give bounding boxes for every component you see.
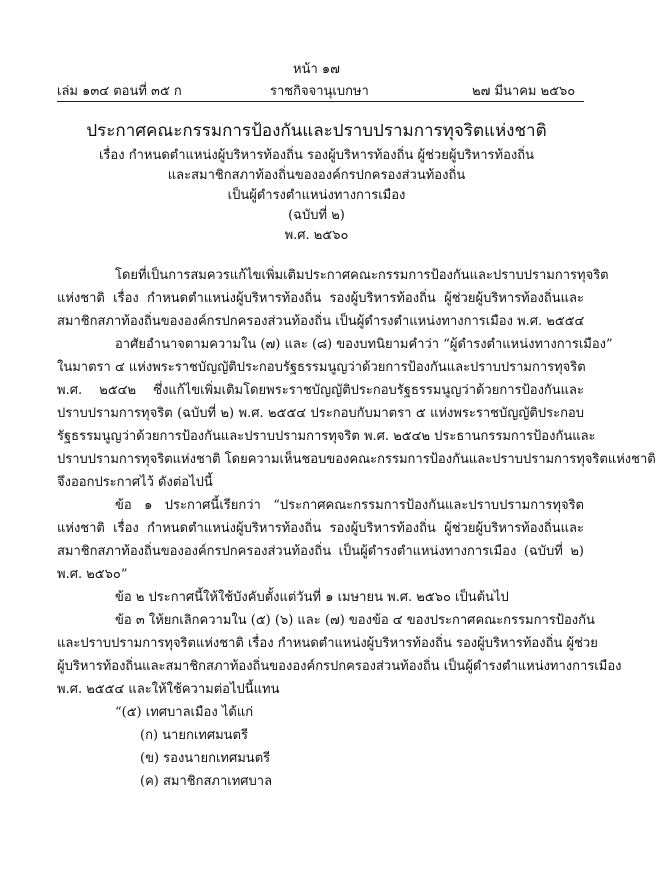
subject-line-2: และสมาชิกสภาท้องถิ่นขององค์กรปกครองส่วนท้องถิ่น bbox=[167, 168, 466, 183]
clause-1-line-3: สมาชิกสภาท้องถิ่นขององค์กรปกครองส่วนท้องถิ่น เป็นผู้ดำรงตำแหน่งทางการเมือง (ฉบับที่ ๒) bbox=[57, 544, 584, 559]
edition-number: (ฉบับที่ ๒) bbox=[288, 208, 345, 223]
document-title: ประกาศคณะกรรมการป้องกันและปราบปรามการทุจริตแห่งชาติ bbox=[86, 121, 547, 141]
clause-3-line-4: พ.ศ. ๒๕๕๔ และให้ใช้ความต่อไปนี้แทน bbox=[57, 682, 280, 697]
clause-1-line-2: แห่งชาติ เรื่อง กำหนดตำแหน่งผู้บริหารท้องถิ่น รองผู้บริหารท้องถิ่น ผู้ช่วยผู้บริหารท้องถิ่นและ bbox=[57, 521, 584, 536]
gazette-name: ราชกิจจานุเบกษา bbox=[270, 84, 369, 99]
clause-1-line-4: พ.ศ. ๒๕๖๐” bbox=[57, 567, 128, 582]
paragraph-2-line-4: ปราบปรามการทุจริต (ฉบับที่ ๒) พ.ศ. ๒๕๕๔ ประกอบกับมาตรา ๕ แห่งพระราชบัญญัติประกอบ bbox=[57, 406, 584, 421]
title-year: พ.ศ. ๒๕๖๐ bbox=[284, 228, 349, 243]
clause-2-line-1: ข้อ ๒ ประกาศนี้ให้ใช้บังคับตั้งแต่วันที่ ๑ เมษายน พ.ศ. ๒๕๖๐ เป็นต้นไป bbox=[115, 590, 509, 605]
header-rule bbox=[57, 101, 584, 102]
paragraph-1-line-2: แห่งชาติ เรื่อง กำหนดตำแหน่งผู้บริหารท้องถิ่น รองผู้บริหารท้องถิ่น ผู้ช่วยผู้บริหารท้องถิ่นและ bbox=[57, 291, 584, 306]
publication-date: ๒๗ มีนาคม ๒๕๖๐ bbox=[472, 84, 576, 99]
subject-line-1: เรื่อง กำหนดตำแหน่งผู้บริหารท้องถิ่น รองผู้บริหารท้องถิ่น ผู้ช่วยผู้บริหารท้องถิ่น bbox=[98, 148, 535, 163]
item-5-heading: “(๕) เทศบาลเมือง ได้แก่ bbox=[115, 705, 254, 720]
clause-3-line-1: ข้อ ๓ ให้ยกเลิกความใน (๕) (๖) และ (๗) ของข้อ ๔ ของประกาศคณะกรรมการป้องกัน bbox=[115, 613, 595, 628]
paragraph-1-line-1: โดยที่เป็นการสมควรแก้ไขเพิ่มเติมประกาศคณะกรรมการป้องกันและปราบปรามการทุจริต bbox=[115, 268, 609, 283]
clause-3-line-2: และปราบปรามการทุจริตแห่งชาติ เรื่อง กำหนดตำแหน่งผู้บริหารท้องถิ่น รองผู้บริหารท้องถิ่น ผู้ช่วย bbox=[57, 636, 598, 651]
paragraph-2-line-2: ในมาตรา ๔ แห่งพระราชบัญญัติประกอบรัฐธรรมนูญว่าด้วยการป้องกันและปราบปรามการทุจริต bbox=[57, 360, 586, 375]
paragraph-2-line-1: อาศัยอำนาจตามความใน (๗) และ (๘) ของบทนิยามคำว่า “ผู้ดำรงตำแหน่งทางการเมือง” bbox=[115, 337, 613, 352]
item-5c: (ค) สมาชิกสภาเทศบาล bbox=[140, 774, 273, 789]
clause-3-line-3: ผู้บริหารท้องถิ่นและสมาชิกสภาท้องถิ่นขององค์กรปกครองส่วนท้องถิ่น เป็นผู้ดำรงตำแหน่งทางการเมือง bbox=[57, 659, 622, 674]
clause-1-line-1: ข้อ ๑ ประกาศนี้เรียกว่า “ประกาศคณะกรรมการป้องกันและปราบปรามการทุจริต bbox=[115, 498, 584, 513]
paragraph-1-line-3: สมาชิกสภาท้องถิ่นขององค์กรปกครองส่วนท้องถิ่น เป็นผู้ดำรงตำแหน่งทางการเมือง พ.ศ. ๒๕๕๔ bbox=[57, 314, 585, 329]
paragraph-2-line-3: พ.ศ. ๒๕๔๒ ซึ่งแก้ไขเพิ่มเติมโดยพระราชบัญญัติประกอบรัฐธรรมนูญว่าด้วยการป้องกันและ bbox=[57, 383, 584, 398]
item-5b: (ข) รองนายกเทศมนตรี bbox=[140, 751, 271, 766]
page-number: หน้า ๑๗ bbox=[293, 62, 340, 77]
item-5a: (ก) นายกเทศมนตรี bbox=[140, 728, 248, 743]
volume-issue: เล่ม ๑๓๔ ตอนที่ ๓๕ ก bbox=[57, 84, 182, 99]
subject-line-3: เป็นผู้ดำรงตำแหน่งทางการเมือง bbox=[227, 188, 406, 203]
paragraph-2-line-5: รัฐธรรมนูญว่าด้วยการป้องกันและปราบปรามการทุจริต พ.ศ. ๒๕๔๒ ประธานกรรมการป้องกันและ bbox=[57, 429, 596, 444]
paragraph-2-line-7: จึงออกประกาศไว้ ดังต่อไปนี้ bbox=[57, 475, 213, 490]
paragraph-2-line-6: ปราบปรามการทุจริตแห่งชาติ โดยความเห็นชอบของคณะกรรมการป้องกันและปราบปรามการทุจริตแห่งชาติ bbox=[57, 452, 656, 467]
